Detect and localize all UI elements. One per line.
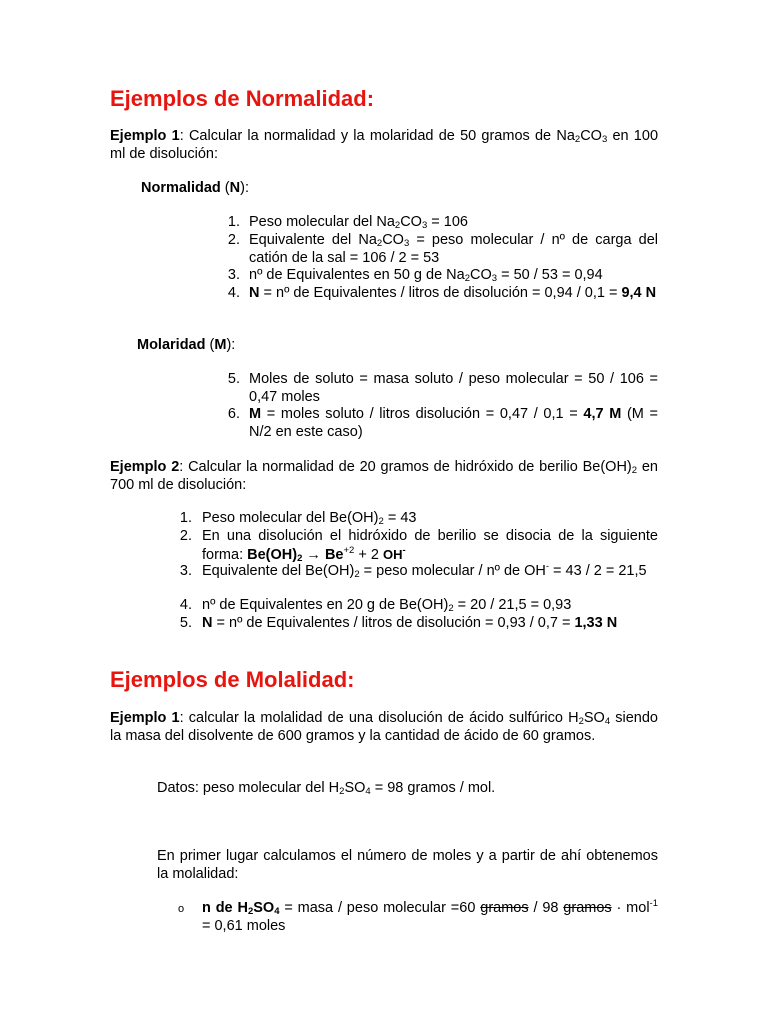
subscript: 2 [631,465,638,476]
subscript: 3 [491,273,498,284]
equation-part: Be [324,546,344,563]
equation-part: + 2 [354,546,383,563]
subscript: 2 [448,603,454,614]
item-text: Equivalente del Be(OH) [202,563,355,579]
ejemplo1-text: : calcular la molalidad de una disolución de ácido sulfúrico H [179,710,579,726]
item-text: En una disolución el hidróxido de berilio se disocia de la siguiente forma: [202,528,658,563]
list-number: 2. [227,232,240,248]
item-text: = 43 / 2 = 21,5 [549,563,647,579]
subscript: 2 [578,716,584,727]
list-item [249,406,658,441]
item-text: = peso molecular / nº de carga del catión de la sal = 106 / 2 = 53 [249,232,658,266]
molaridad-label: Molaridad [137,337,206,353]
normalidad-subheading: Normalidad (N): [141,180,249,196]
list-number: 1. [227,214,240,230]
list-item [249,232,658,267]
heading-normalidad: Ejemplos de Normalidad: [110,86,375,111]
ejemplo2-paragraph [110,459,658,494]
superscript: - [402,544,406,556]
list-item [249,214,658,232]
list-item [249,285,658,303]
struck-unit: gramos [480,900,529,916]
normalidad-label: Normalidad [141,180,221,196]
molaridad-symbol: M [214,337,227,353]
item-text: Moles de soluto = masa soluto / peso molecular = 50 / 106 = 0,47 moles [249,371,658,405]
subscript: 2 [464,273,470,284]
list-item [249,267,658,285]
ejemplo1-label: Ejemplo 1 [110,710,180,726]
subscript: 4 [604,716,611,727]
subscript: 3 [403,238,410,249]
datos-text: SO [344,780,366,796]
list-number: 4. [179,597,192,613]
item-text: = 50 / 53 = 0,94 [497,267,603,283]
item-text: CO [382,232,404,248]
calc-text: = masa / peso molecular =60 [279,900,481,916]
intro-paragraph: En primer lugar calculamos el número de moles y a partir de ahí obtenemos la molalidad: [157,848,658,882]
heading-molalidad: Ejemplos de Molalidad: [110,667,355,692]
item-text: Peso molecular del Na [249,214,395,230]
calc-text: / 98 [528,900,564,916]
list-number: 3. [179,563,192,579]
subscript: 2 [247,906,254,917]
item-text: = moles soluto / litros disolución = 0,47 / 0,1 = [261,406,584,422]
result-value: 4,7 M [583,406,622,422]
list-item [202,528,658,564]
bold-symbol: N [202,615,213,631]
item-text: = nº de Equivalentes / litros de disolución = 0,93 / 0,7 = [212,615,575,631]
datos-text: Datos: peso molecular del H [157,780,340,796]
calc-text: = 0,61 moles [202,917,286,934]
ejemplo1-label: Ejemplo 1 [110,128,180,144]
ejemplo2-label: Ejemplo 2 [110,459,180,475]
result-value: 1,33 N [574,615,618,631]
subscript: 2 [339,786,345,797]
superscript: - [545,561,550,572]
arrow-icon: → [302,546,325,563]
item-text: = 43 [383,510,417,526]
subscript: 2 [394,220,401,231]
item-text: nº de Equivalentes en 20 g de Be(OH) [202,597,449,613]
subscript: 3 [421,220,428,231]
item-text: Equivalente del Na [249,232,377,248]
calc-text: · mol [611,900,650,916]
item-text: Peso molecular del Be(OH) [202,510,379,526]
item-text: CO [470,267,492,283]
item-text: nº de Equivalentes en 50 g de Na [249,267,465,283]
subscript: 2 [378,516,384,527]
list-number: 5. [227,371,240,387]
bold-symbol: n de H [202,900,248,916]
list-item [249,371,658,406]
ejemplo1-text: en 100 ml de disolución: [110,128,659,162]
list-number: 6. [227,406,240,422]
molaridad-subheading: Molaridad (M): [137,337,236,353]
ejemplo2-text: en 700 ml de disolución: [110,459,658,493]
list-number: 2. [179,528,192,544]
superscript: +2 [343,544,355,556]
subscript: 3 [601,134,608,145]
equation-part: Be(OH) [247,546,298,563]
item-text: CO [400,214,422,230]
item-text: = nº de Equivalentes / litros de disolución = 0,94 / 0,1 = [259,285,622,301]
result-value: 9,4 N [621,285,657,301]
list-number: 3. [227,267,240,283]
ejemplo1-text: siendo la masa del disolvente de 600 gramos y la cantidad de ácido de 60 gramos. [110,710,658,744]
bold-symbol: M [249,406,262,422]
ejemplo2-text: : Calcular la normalidad de 20 gramos de hidróxido de berilio Be(OH) [179,459,632,475]
ejemplo1-text: CO [580,128,602,144]
item-text: (M = N/2 en este caso) [249,406,659,440]
bold-symbol: N [249,285,260,301]
list-item [202,563,658,581]
bullet-icon: o [178,903,185,915]
subscript: 4 [365,786,371,797]
subscript: 2 [574,134,581,145]
list-item [202,615,658,633]
ejemplo1-paragraph [110,128,658,163]
subscript: 4 [274,906,280,917]
normalidad-symbol: N [229,180,241,196]
subscript: 2 [354,569,360,580]
equation-part: OH [382,546,403,562]
item-text: = 20 / 21,5 = 0,93 [453,597,572,613]
moles-calculation [202,900,658,935]
list-item [202,597,658,615]
ejemplo1-text: : Calcular la normalidad y la molaridad de 50 gramos de Na [179,128,575,144]
list-number: 4. [227,285,240,301]
datos-line [157,780,658,798]
item-text: = peso molecular / nº de OH [359,563,546,579]
item-text: = 106 [427,214,468,230]
struck-unit: gramos [563,900,612,916]
ejemplo1-text: SO [583,710,605,726]
subscript: 2 [376,238,383,249]
bold-symbol: SO [253,900,275,916]
molalidad-ejemplo1-paragraph [110,710,658,745]
list-number: 5. [179,615,192,631]
datos-text: = 98 gramos / mol. [370,780,496,796]
superscript: -1 [649,898,658,909]
list-number: 1. [179,510,192,526]
subscript: 2 [297,552,303,564]
list-item [202,510,658,528]
